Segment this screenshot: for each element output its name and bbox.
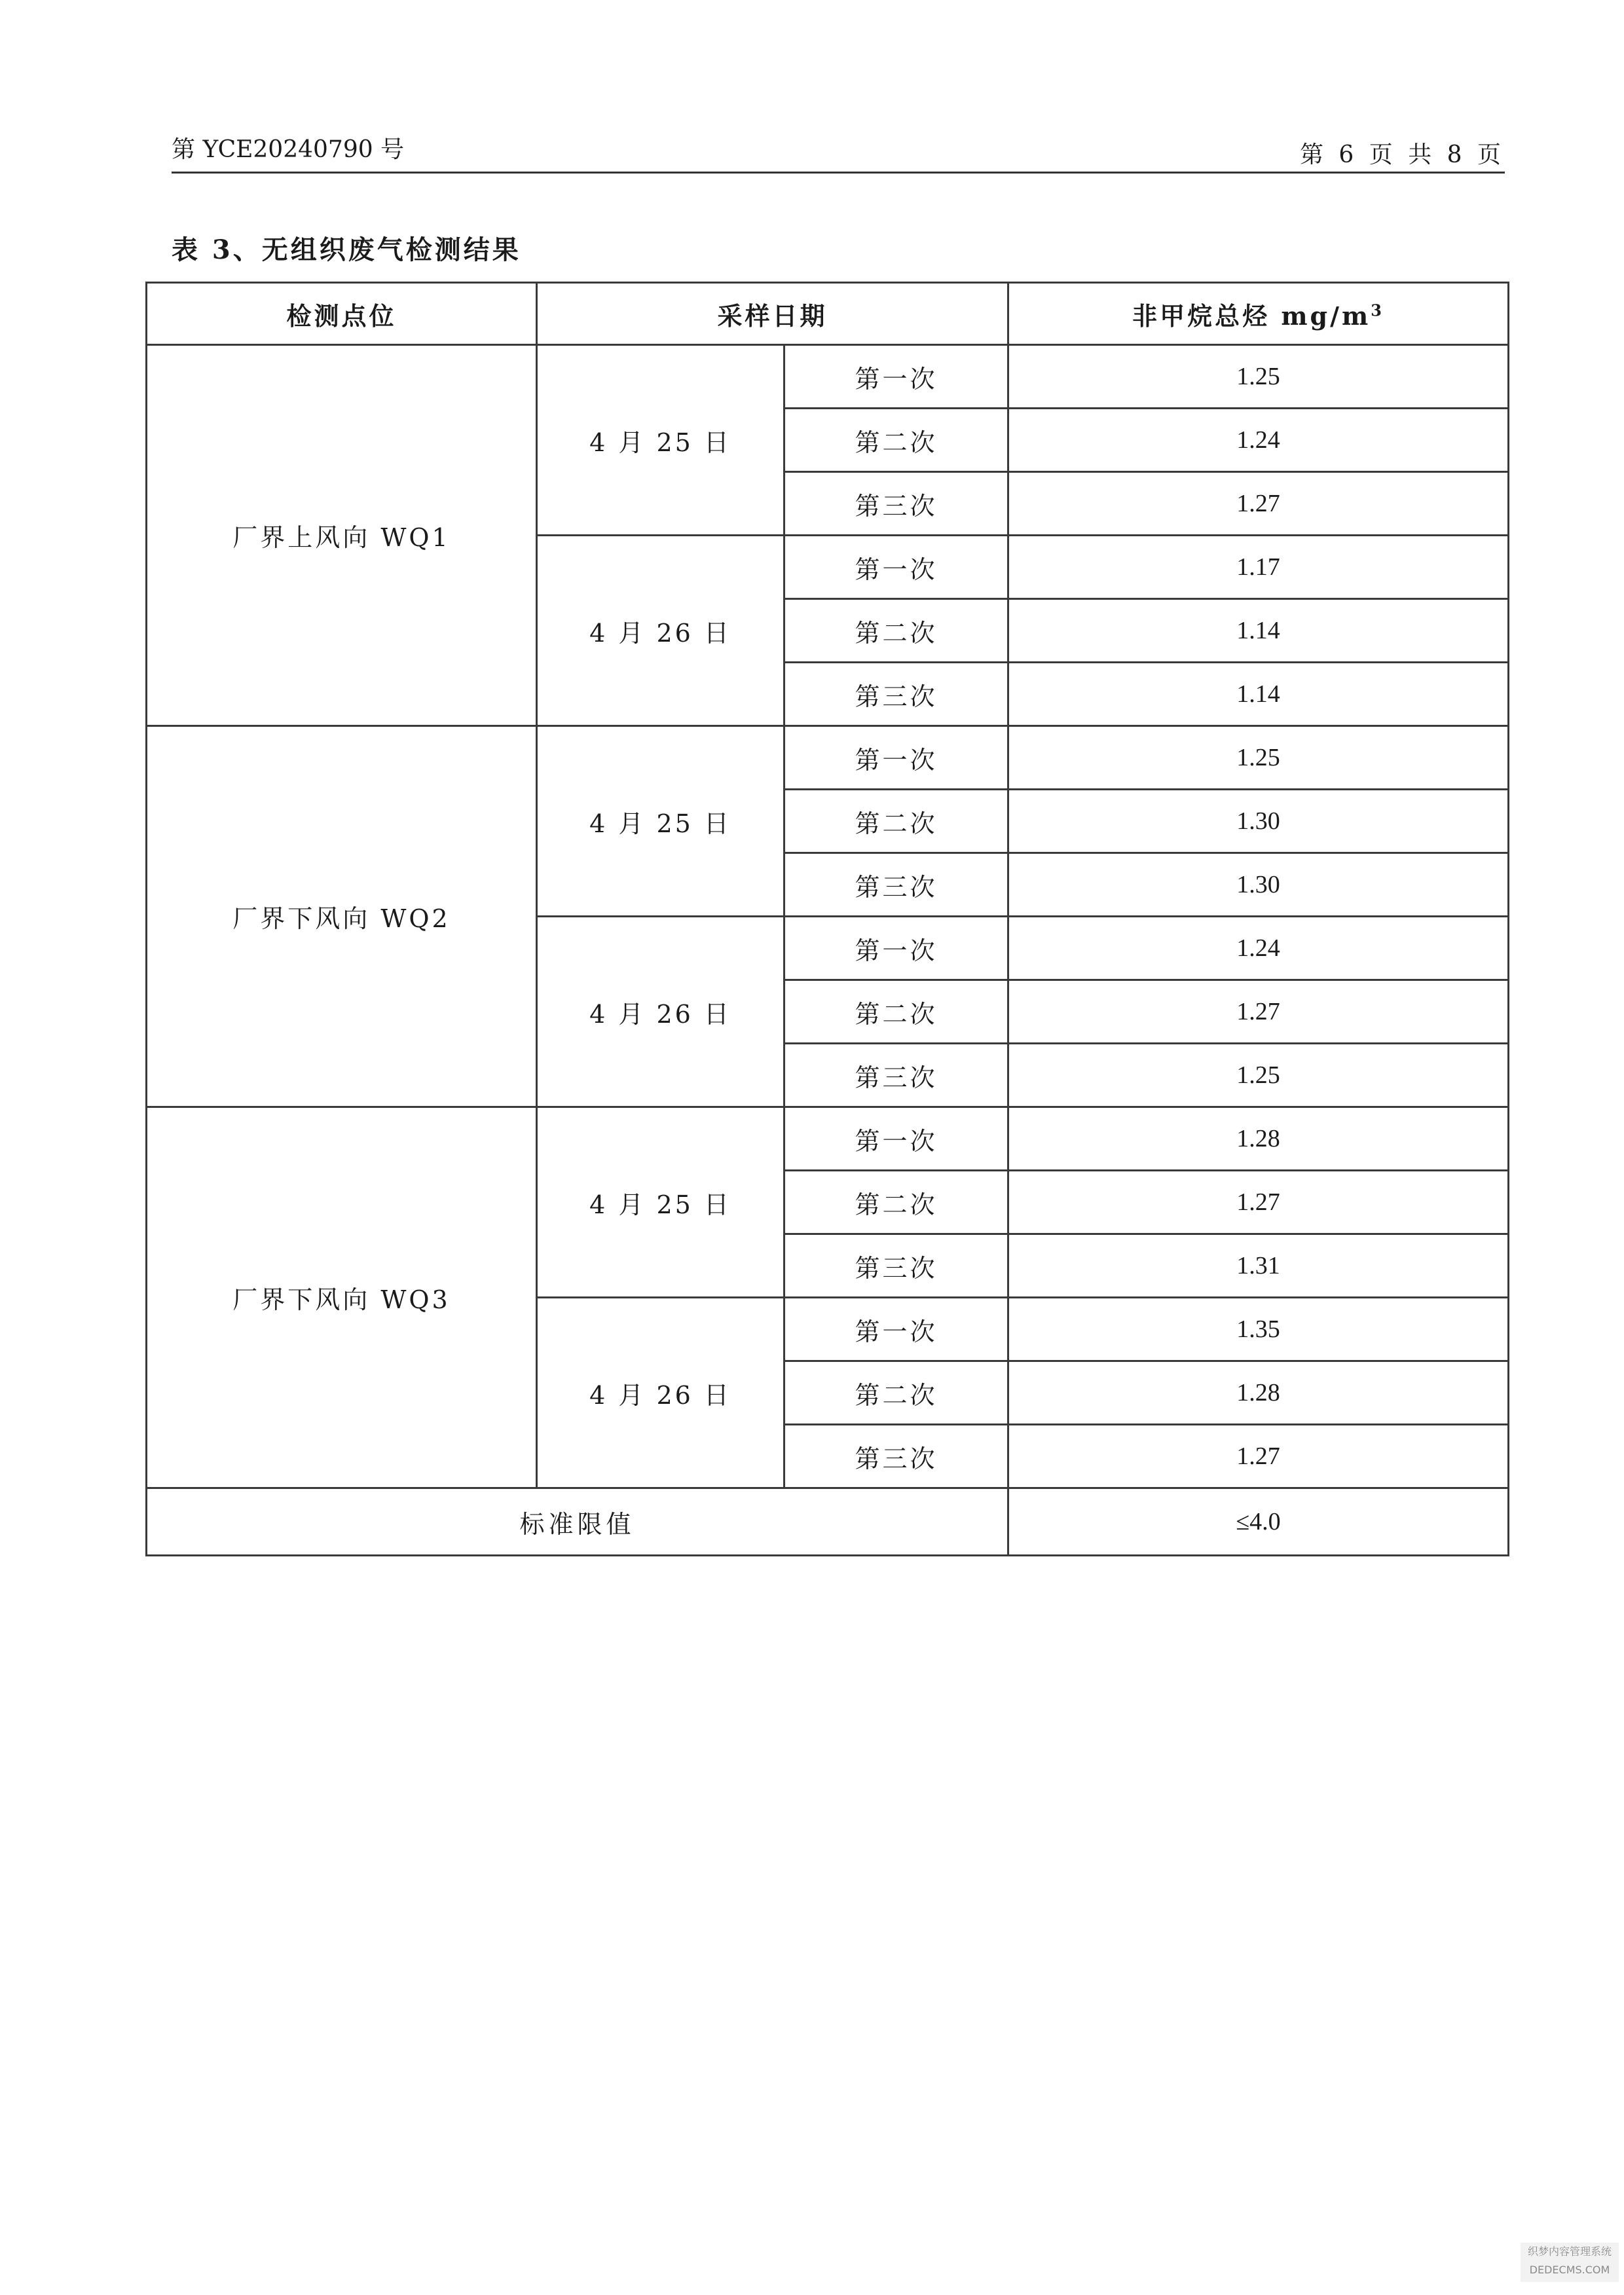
sampling-point: 厂界下风向 WQ3 <box>147 1107 537 1488</box>
measured-value: 1.28 <box>1008 1107 1509 1171</box>
standard-label: 标准限值 <box>147 1488 1008 1556</box>
report-number: 第 YCE20240790 号 <box>172 136 405 163</box>
sampling-run: 第二次 <box>784 599 1008 663</box>
sampling-run: 第二次 <box>784 980 1008 1044</box>
sampling-date: 4 月 26 日 <box>537 536 784 726</box>
sampling-run: 第二次 <box>784 409 1008 472</box>
sampling-run: 第三次 <box>784 1044 1008 1107</box>
column-header-parameter <box>1008 283 1509 345</box>
sampling-date: 4 月 25 日 <box>537 345 784 536</box>
measured-value: 1.30 <box>1008 853 1509 917</box>
sampling-date: 4 月 26 日 <box>537 917 784 1107</box>
unit-superscript: 3 <box>1371 300 1384 320</box>
measured-value: 1.27 <box>1008 472 1509 536</box>
measured-value: 1.24 <box>1008 917 1509 980</box>
table-header-row <box>147 283 1509 345</box>
page-indicator: 第 6 页 共 8 页 <box>1299 141 1505 168</box>
watermark-line-1: 织梦内容管理系统 <box>1527 2245 1612 2258</box>
sampling-run: 第一次 <box>784 536 1008 599</box>
sampling-run: 第二次 <box>784 1361 1008 1425</box>
site-watermark <box>1521 2243 1619 2282</box>
measured-value: 1.17 <box>1008 536 1509 599</box>
table-row <box>147 1107 1509 1171</box>
table-caption: 表 3、无组织废气检测结果 <box>172 234 521 265</box>
column-header-date: 采样日期 <box>537 283 1008 345</box>
sampling-run: 第二次 <box>784 790 1008 853</box>
watermark-line-2: DEDECMS.COM <box>1529 2264 1610 2276</box>
table-row <box>147 345 1509 409</box>
sampling-date: 4 月 26 日 <box>537 1298 784 1488</box>
sampling-run: 第二次 <box>784 1171 1008 1234</box>
measured-value: 1.25 <box>1008 345 1509 409</box>
sampling-run: 第一次 <box>784 1107 1008 1171</box>
results-table <box>145 282 1509 1556</box>
sampling-run: 第一次 <box>784 345 1008 409</box>
measured-value: 1.14 <box>1008 599 1509 663</box>
measured-value: 1.30 <box>1008 790 1509 853</box>
measured-value: 1.25 <box>1008 1044 1509 1107</box>
sampling-point: 厂界下风向 WQ2 <box>147 726 537 1107</box>
sampling-run: 第三次 <box>784 663 1008 726</box>
sampling-run: 第三次 <box>784 1425 1008 1488</box>
sampling-run: 第一次 <box>784 917 1008 980</box>
measured-value: 1.14 <box>1008 663 1509 726</box>
measured-value: 1.27 <box>1008 980 1509 1044</box>
measured-value: 1.24 <box>1008 409 1509 472</box>
measured-value: 1.27 <box>1008 1171 1509 1234</box>
sampling-run: 第一次 <box>784 726 1008 790</box>
measured-value: 1.25 <box>1008 726 1509 790</box>
standard-row <box>147 1488 1509 1556</box>
measured-value: 1.31 <box>1008 1234 1509 1298</box>
header-divider <box>172 172 1505 174</box>
table-body <box>147 345 1509 1556</box>
sampling-run: 第三次 <box>784 1234 1008 1298</box>
measured-value: 1.28 <box>1008 1361 1509 1425</box>
sampling-date: 4 月 25 日 <box>537 726 784 917</box>
sampling-run: 第三次 <box>784 472 1008 536</box>
sampling-run: 第一次 <box>784 1298 1008 1361</box>
sampling-date: 4 月 25 日 <box>537 1107 784 1298</box>
measured-value: 1.35 <box>1008 1298 1509 1361</box>
standard-value: ≤4.0 <box>1008 1488 1509 1556</box>
parameter-label: 非甲烷总烃 mg/m <box>1132 301 1371 331</box>
table-row <box>147 726 1509 790</box>
sampling-point: 厂界上风向 WQ1 <box>147 345 537 726</box>
measured-value: 1.27 <box>1008 1425 1509 1488</box>
column-header-point: 检测点位 <box>147 283 537 345</box>
sampling-run: 第三次 <box>784 853 1008 917</box>
